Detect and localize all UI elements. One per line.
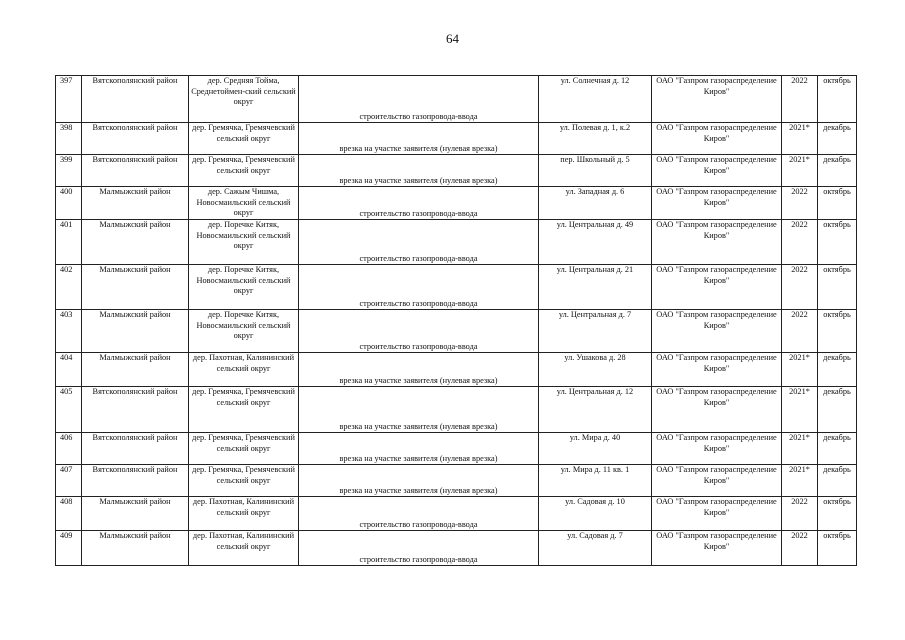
organization-cell: ОАО "Газпром газораспределение Киров" <box>652 465 782 497</box>
year-cell: 2022 <box>782 531 818 566</box>
row-number: 398 <box>56 123 82 155</box>
work-type-cell: врезка на участке заявителя (нулевая врезка) <box>299 123 539 155</box>
year-cell: 2021* <box>782 433 818 465</box>
district-cell: Вятскополянский район <box>82 123 189 155</box>
table-row <box>56 497 857 531</box>
district-cell: Малмыжский район <box>82 220 189 265</box>
month-cell: октябрь <box>818 310 857 353</box>
year-cell: 2021* <box>782 465 818 497</box>
row-number: 400 <box>56 187 82 220</box>
organization-cell: ОАО "Газпром газораспределение Киров" <box>652 76 782 123</box>
page-number: 64 <box>446 31 459 46</box>
row-number: 397 <box>56 76 82 123</box>
year-cell: 2021* <box>782 353 818 387</box>
table-body <box>56 76 857 566</box>
year-cell: 2021* <box>782 387 818 433</box>
organization-cell: ОАО "Газпром газораспределение Киров" <box>652 187 782 220</box>
organization-cell: ОАО "Газпром газораспределение Киров" <box>652 433 782 465</box>
locality-cell: дер. Сажым Чишма, Новосмаильский сельский округ <box>189 187 299 220</box>
address-cell: ул. Центральная д. 7 <box>539 310 652 353</box>
table-row <box>56 265 857 310</box>
organization-cell: ОАО "Газпром газораспределение Киров" <box>652 353 782 387</box>
work-type-cell: врезка на участке заявителя (нулевая врезка) <box>299 433 539 465</box>
organization-cell: ОАО "Газпром газораспределение Киров" <box>652 265 782 310</box>
locality-cell: дер. Гремячка, Гремячевский сельский округ <box>189 123 299 155</box>
table-row <box>56 76 857 123</box>
month-cell: декабрь <box>818 387 857 433</box>
table-row <box>56 155 857 187</box>
table-row <box>56 387 857 433</box>
table-row <box>56 123 857 155</box>
organization-cell: ОАО "Газпром газораспределение Киров" <box>652 310 782 353</box>
address-cell: ул. Садовая д. 7 <box>539 531 652 566</box>
table-row <box>56 465 857 497</box>
work-type-cell: врезка на участке заявителя (нулевая врезка) <box>299 353 539 387</box>
table-row <box>56 531 857 566</box>
organization-cell: ОАО "Газпром газораспределение Киров" <box>652 497 782 531</box>
district-cell: Вятскополянский район <box>82 76 189 123</box>
address-cell: ул. Центральная д. 49 <box>539 220 652 265</box>
work-type-cell: врезка на участке заявителя (нулевая врезка) <box>299 387 539 433</box>
row-number: 408 <box>56 497 82 531</box>
organization-cell: ОАО "Газпром газораспределение Киров" <box>652 387 782 433</box>
work-type-cell: строительство газопровода-ввода <box>299 76 539 123</box>
work-type-cell: строительство газопровода-ввода <box>299 497 539 531</box>
work-type-cell: врезка на участке заявителя (нулевая врезка) <box>299 465 539 497</box>
year-cell: 2022 <box>782 310 818 353</box>
locality-cell: дер. Поречке Китяк, Новосмаильский сельский округ <box>189 265 299 310</box>
district-cell: Малмыжский район <box>82 531 189 566</box>
organization-cell: ОАО "Газпром газораспределение Киров" <box>652 155 782 187</box>
month-cell: октябрь <box>818 531 857 566</box>
table-row <box>56 187 857 220</box>
row-number: 404 <box>56 353 82 387</box>
row-number: 402 <box>56 265 82 310</box>
locality-cell: дер. Гремячка, Гремячевский сельский округ <box>189 387 299 433</box>
locality-cell: дер. Пахотная, Калининский сельский округ <box>189 353 299 387</box>
year-cell: 2022 <box>782 220 818 265</box>
address-cell: ул. Полевая д. 1, к.2 <box>539 123 652 155</box>
row-number: 409 <box>56 531 82 566</box>
work-type-cell: строительство газопровода-ввода <box>299 531 539 566</box>
address-cell: ул. Центральная д. 21 <box>539 265 652 310</box>
district-cell: Вятскополянский район <box>82 465 189 497</box>
address-cell: пер. Школьный д. 5 <box>539 155 652 187</box>
year-cell: 2022 <box>782 76 818 123</box>
month-cell: декабрь <box>818 353 857 387</box>
district-cell: Вятскополянский район <box>82 387 189 433</box>
work-type-cell: строительство газопровода-ввода <box>299 187 539 220</box>
district-cell: Малмыжский район <box>82 187 189 220</box>
month-cell: октябрь <box>818 265 857 310</box>
month-cell: декабрь <box>818 433 857 465</box>
work-type-cell: врезка на участке заявителя (нулевая врезка) <box>299 155 539 187</box>
locality-cell: дер. Гремячка, Гремячевский сельский округ <box>189 465 299 497</box>
table-row <box>56 220 857 265</box>
table-row <box>56 310 857 353</box>
work-type-cell: строительство газопровода-ввода <box>299 265 539 310</box>
row-number: 401 <box>56 220 82 265</box>
row-number: 399 <box>56 155 82 187</box>
district-cell: Вятскополянский район <box>82 433 189 465</box>
month-cell: декабрь <box>818 465 857 497</box>
locality-cell: дер. Средняя Тойма, Среднетоймен-ский сельский округ <box>189 76 299 123</box>
work-type-cell: строительство газопровода-ввода <box>299 220 539 265</box>
address-cell: ул. Садовая д. 10 <box>539 497 652 531</box>
row-number: 407 <box>56 465 82 497</box>
year-cell: 2021* <box>782 123 818 155</box>
month-cell: декабрь <box>818 155 857 187</box>
year-cell: 2022 <box>782 187 818 220</box>
month-cell: декабрь <box>818 123 857 155</box>
locality-cell: дер. Поречке Китяк, Новосмаильский сельский округ <box>189 220 299 265</box>
row-number: 406 <box>56 433 82 465</box>
address-cell: ул. Солнечная д. 12 <box>539 76 652 123</box>
locality-cell: дер. Пахотная, Калининский сельский округ <box>189 531 299 566</box>
district-cell: Малмыжский район <box>82 310 189 353</box>
year-cell: 2021* <box>782 155 818 187</box>
organization-cell: ОАО "Газпром газораспределение Киров" <box>652 220 782 265</box>
work-type-cell: строительство газопровода-ввода <box>299 310 539 353</box>
district-cell: Малмыжский район <box>82 353 189 387</box>
district-cell: Малмыжский район <box>82 497 189 531</box>
year-cell: 2022 <box>782 265 818 310</box>
address-cell: ул. Западная д. 6 <box>539 187 652 220</box>
address-cell: ул. Мира д. 11 кв. 1 <box>539 465 652 497</box>
table-row <box>56 433 857 465</box>
address-cell: ул. Центральная д. 12 <box>539 387 652 433</box>
month-cell: октябрь <box>818 497 857 531</box>
month-cell: октябрь <box>818 187 857 220</box>
row-number: 403 <box>56 310 82 353</box>
locality-cell: дер. Пахотная, Калининский сельский округ <box>189 497 299 531</box>
address-cell: ул. Мира д. 40 <box>539 433 652 465</box>
organization-cell: ОАО "Газпром газораспределение Киров" <box>652 531 782 566</box>
district-cell: Малмыжский район <box>82 265 189 310</box>
address-cell: ул. Ушакова д. 28 <box>539 353 652 387</box>
month-cell: октябрь <box>818 76 857 123</box>
year-cell: 2022 <box>782 497 818 531</box>
locality-cell: дер. Гремячка, Гремячевский сельский округ <box>189 155 299 187</box>
organization-cell: ОАО "Газпром газораспределение Киров" <box>652 123 782 155</box>
table-row <box>56 353 857 387</box>
locality-cell: дер. Гремячка, Гремячевский сельский округ <box>189 433 299 465</box>
schedule-table <box>55 75 857 566</box>
district-cell: Вятскополянский район <box>82 155 189 187</box>
locality-cell: дер. Поречке Китяк, Новосмаильский сельский округ <box>189 310 299 353</box>
month-cell: октябрь <box>818 220 857 265</box>
row-number: 405 <box>56 387 82 433</box>
